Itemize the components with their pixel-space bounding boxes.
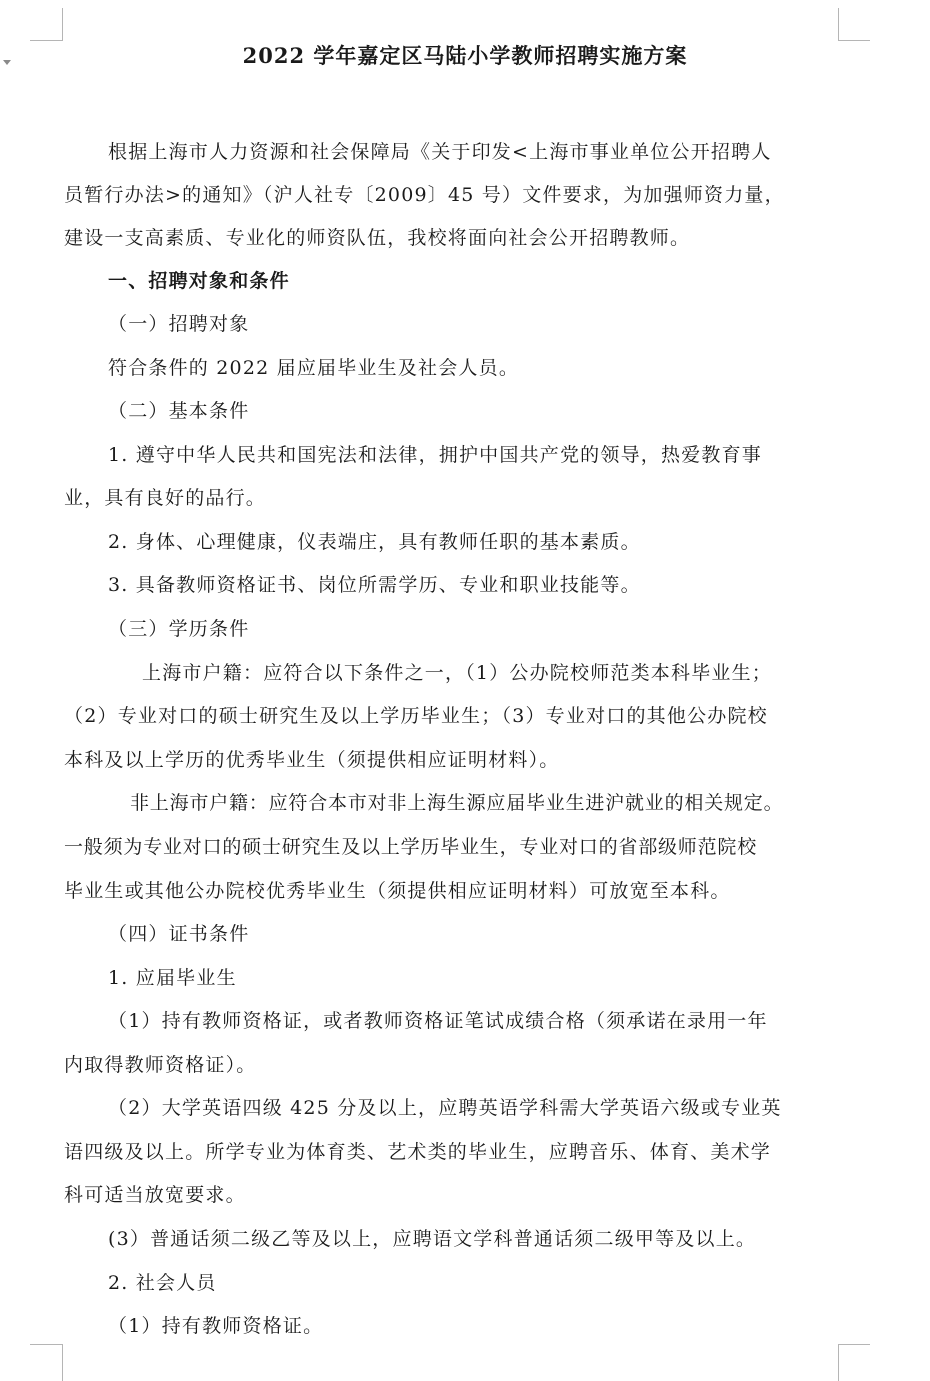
paragraph-line: 符合条件的 2022 届应届毕业生及社会人员。 [108,357,520,379]
paragraph-line: （1）持有教师资格证，或者教师资格证笔试成绩合格（须承诺在录用一年 [108,1010,768,1032]
subsection-heading: （三）学历条件 [108,618,250,640]
paragraph-line: 非上海市户籍：应符合本市对非上海生源应届毕业生进沪就业的相关规定。 [130,792,784,814]
subsection-heading: （二）基本条件 [108,400,250,422]
list-item: 1. 遵守中华人民共和国宪法和法律，拥护中国共产党的领导，热爱教育事 [108,444,762,466]
paragraph-line: 一般须为专业对口的硕士研究生及以上学历毕业生，专业对口的省部级师范院校 [64,836,758,858]
paragraph-line: 根据上海市人力资源和社会保障局《关于印发<上海市事业单位公开招聘人 [108,141,772,163]
list-item: 2. 社会人员 [108,1272,217,1294]
paragraph-line: （2）专业对口的硕士研究生及以上学历毕业生；（3）专业对口的其他公办院校 [64,705,768,727]
list-item: 3. 具备教师资格证书、岗位所需学历、专业和职业技能等。 [108,574,641,596]
paragraph-line: 本科及以上学历的优秀毕业生（须提供相应证明材料）。 [64,749,560,771]
paragraph-line: 上海市户籍：应符合以下条件之一，（1）公办院校师范类本科毕业生； [142,662,772,684]
crop-mark-bottom-left-v [62,1344,63,1381]
paragraph-line: 业，具有良好的品行。 [64,487,267,509]
crop-mark-top-left-v [62,8,63,41]
subsection-heading: （四）证书条件 [108,923,250,945]
subsection-heading: （一）招聘对象 [108,313,250,335]
paragraph-line: (3）普通话须二级乙等及以上，应聘语文学科普通话须二级甲等及以上。 [108,1228,757,1250]
paragraph-line: 建设一支高素质、专业化的师资队伍，我校将面向社会公开招聘教师。 [64,227,691,249]
crop-mark-bottom-right-v [838,1344,839,1381]
document-title: 2022 学年嘉定区马陆小学教师招聘实施方案 [242,43,688,68]
crop-mark-top-right-v [838,8,839,41]
paragraph-line: 毕业生或其他公办院校优秀毕业生（须提供相应证明材料）可放宽至本科。 [64,880,731,902]
section-heading: 一、招聘对象和条件 [108,270,290,292]
crop-mark-bottom-right-h [838,1344,870,1345]
list-item: 1. 应届毕业生 [108,967,237,989]
crop-mark-bottom-left-h [30,1344,62,1345]
paragraph-line: 科可适当放宽要求。 [64,1184,246,1206]
paragraph-line: 语四级及以上。所学专业为体育类、艺术类的毕业生，应聘音乐、体育、美术学 [64,1141,772,1163]
paragraph-line: 员暂行办法>的通知》（沪人社专〔2009〕45 号）文件要求，为加强师资力量， [64,184,785,206]
list-item: 2. 身体、心理健康，仪表端庄，具有教师任职的基本素质。 [108,531,641,553]
paragraph-line: （1）持有教师资格证。 [108,1315,324,1337]
paragraph-line: （2）大学英语四级 425 分及以上，应聘英语学科需大学英语六级或专业英 [108,1097,782,1119]
paragraph-line: 内取得教师资格证）。 [64,1054,257,1076]
